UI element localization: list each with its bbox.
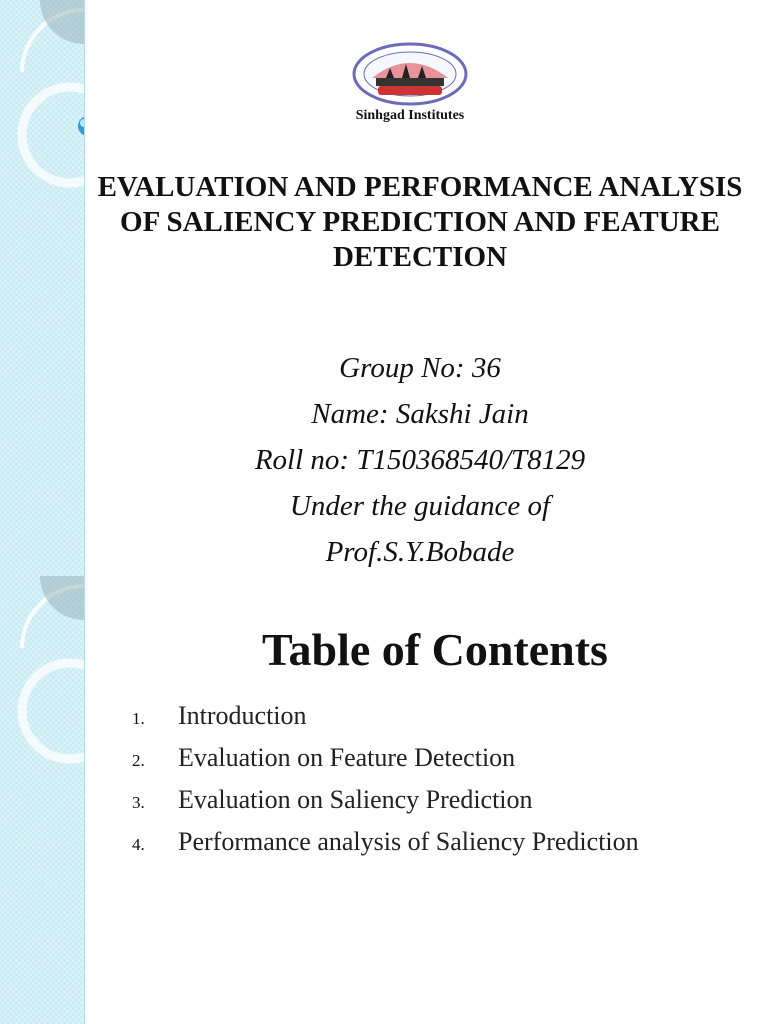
decorative-side-band: [0, 576, 85, 1024]
institute-logo: [340, 40, 480, 124]
toc-item: [132, 698, 652, 733]
group-number: Group No: 36: [339, 352, 501, 384]
toc-item: [132, 782, 652, 817]
presenter-details: [90, 345, 750, 575]
decorative-rings-icon: [0, 576, 84, 1024]
sinhgad-seal-icon: [350, 40, 470, 106]
student-name: Name: Sakshi Jain: [311, 398, 529, 430]
contents-slide: [0, 576, 768, 1024]
guidance-label: Under the guidance of: [289, 490, 551, 522]
presentation-title: EVALUATION AND PERFORMANCE ANALYSIS OF SALIENCY PREDICTION AND FEATURE DETECTION: [97, 171, 743, 273]
toc-item: [132, 740, 652, 775]
toc-list: [132, 698, 652, 866]
decorative-side-band: [0, 0, 85, 576]
toc-item-text: Evaluation on Feature Detection: [178, 743, 516, 772]
toc-item-text: Evaluation on Saliency Prediction: [178, 785, 533, 814]
toc-item-number: 4.: [132, 835, 145, 854]
toc-item-number: 1.: [132, 709, 145, 728]
toc-item: [132, 824, 652, 859]
toc-item-number: 3.: [132, 793, 145, 812]
logo-caption: Sinhgad Institutes: [355, 108, 465, 123]
toc-item-text: Performance analysis of Saliency Prediction: [178, 827, 639, 856]
guide-name: Prof.S.Y.Bobade: [325, 536, 515, 568]
decorative-rings-icon: [0, 0, 84, 576]
toc-title: Table of Contents: [262, 624, 608, 675]
toc-item-text: Introduction: [178, 701, 307, 730]
roll-number: Roll no: T150368540/T8129: [254, 444, 586, 476]
toc-item-number: 2.: [132, 751, 145, 770]
